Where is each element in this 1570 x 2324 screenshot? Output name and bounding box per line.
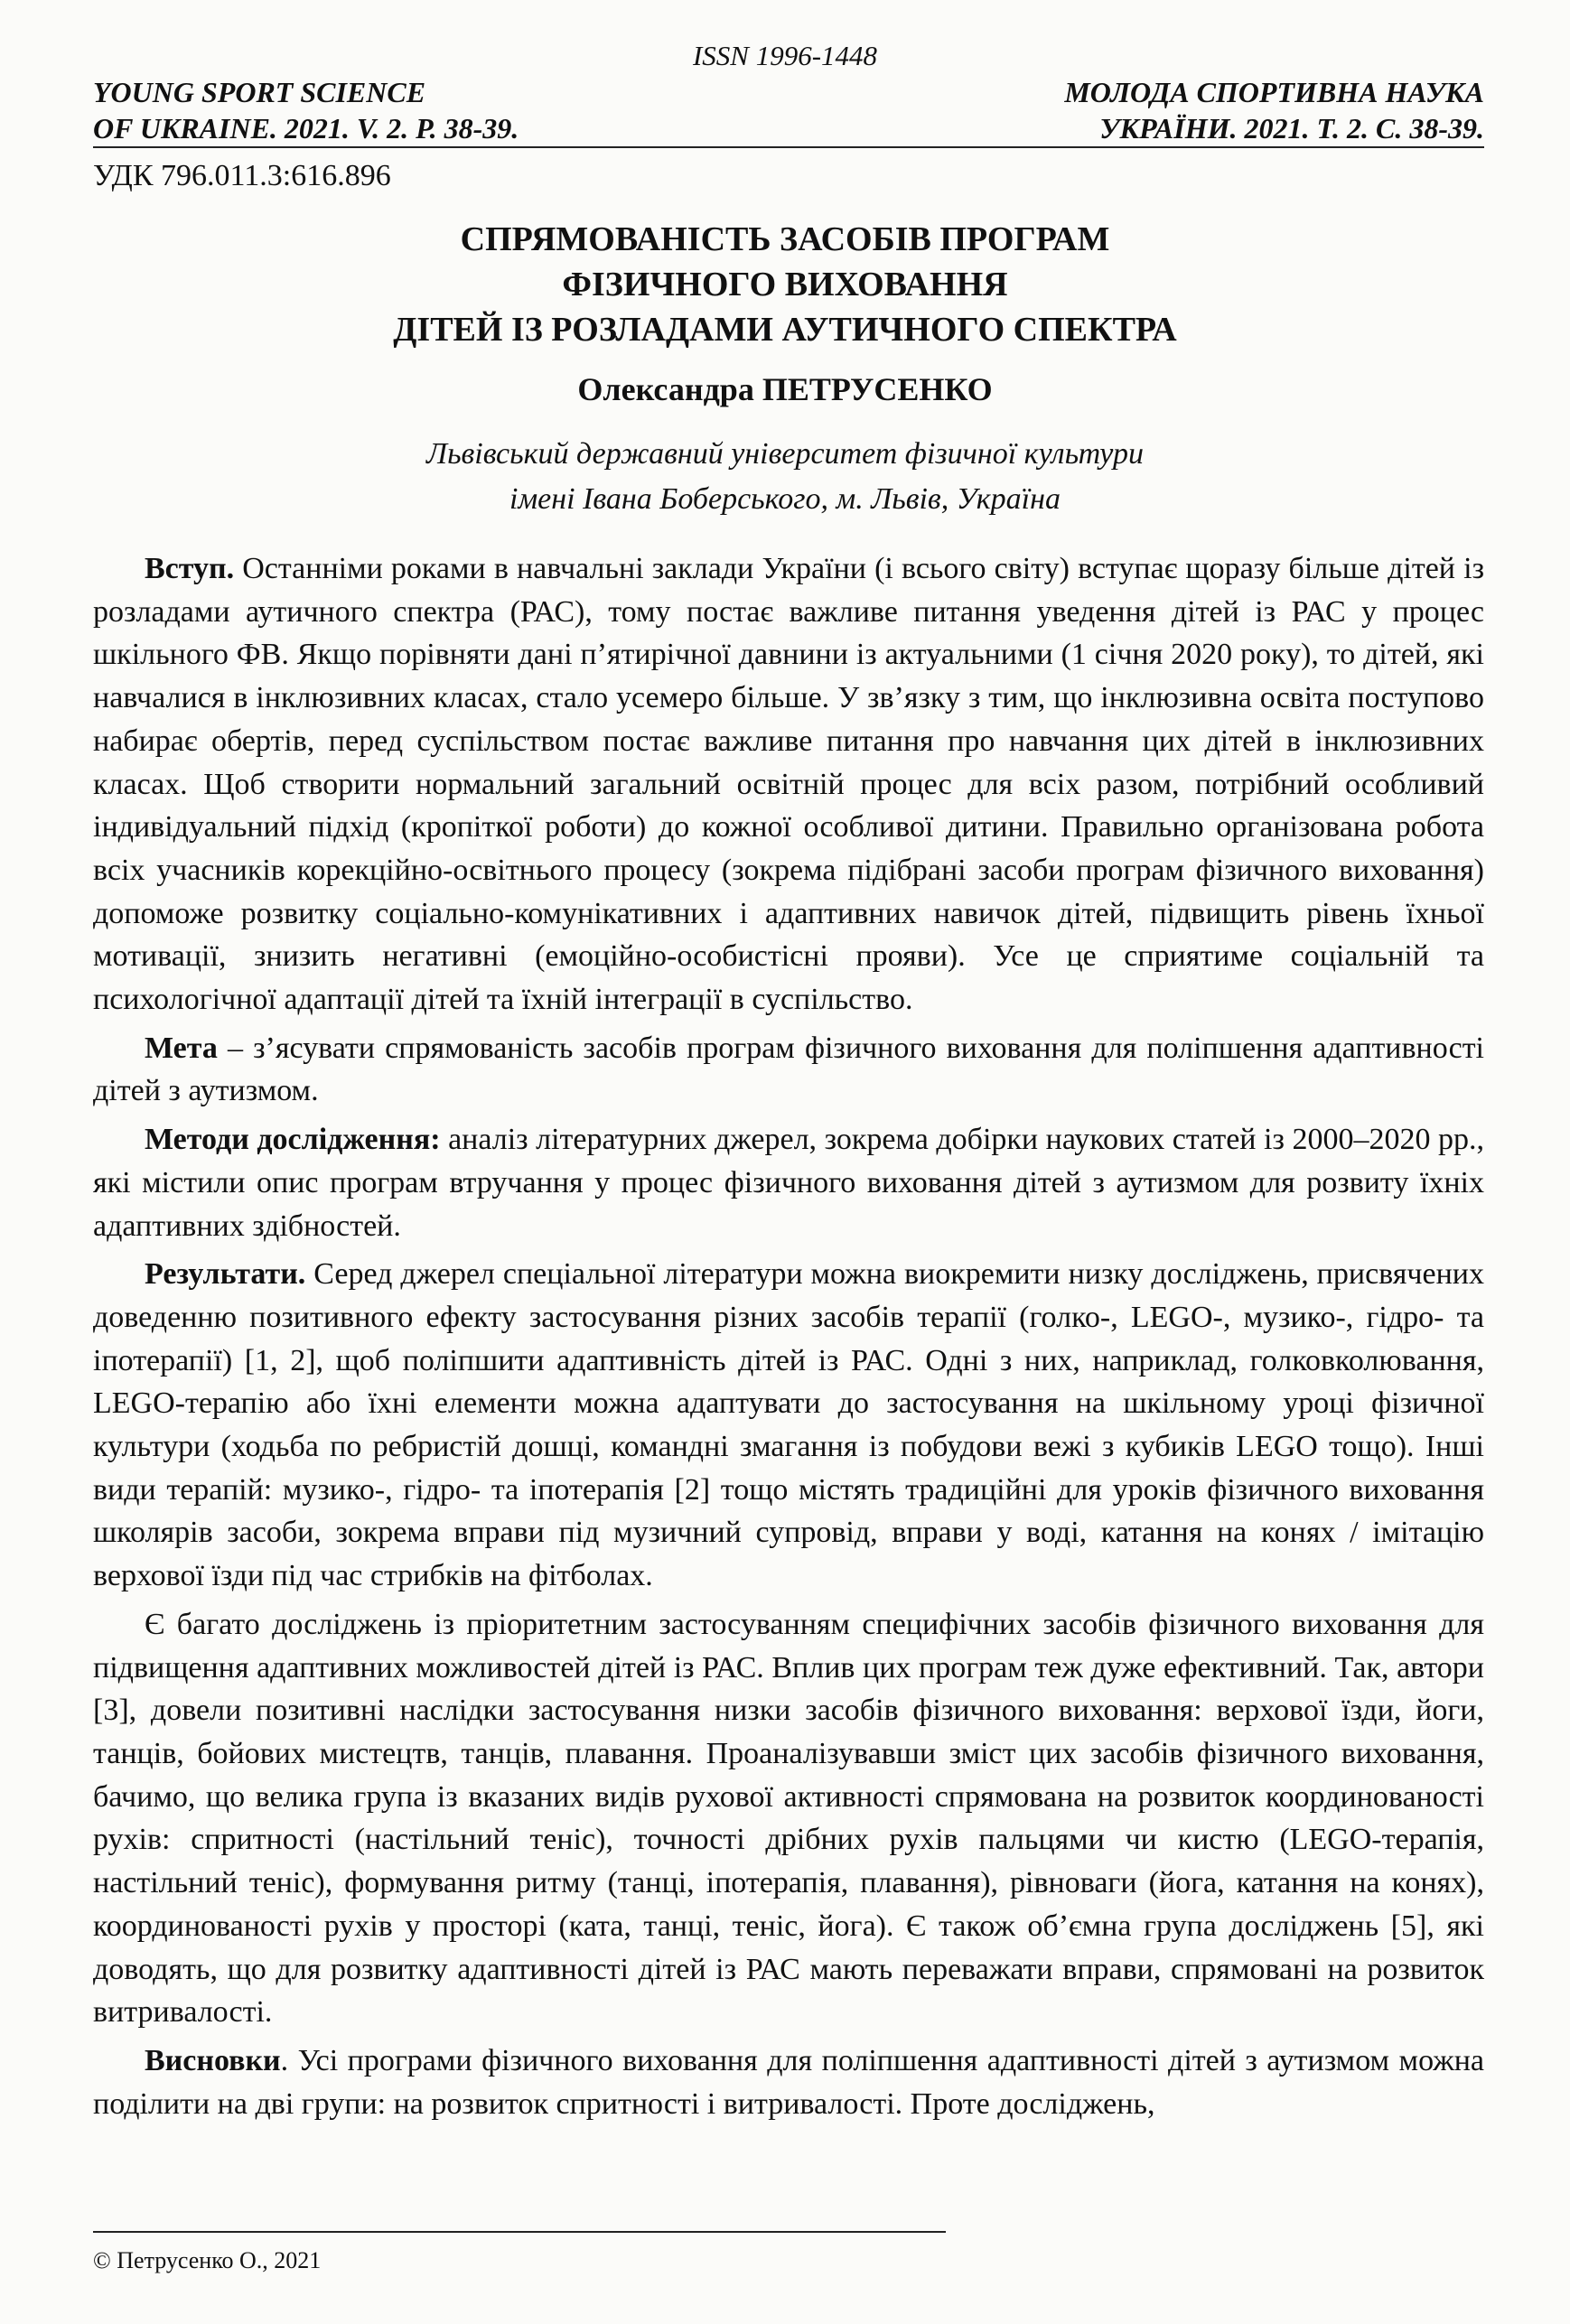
paragraph-methods [93, 1118, 1484, 1247]
methods-text: аналіз літературних джерел, зокрема добірки наукових статей із 2000–2020 рр., які містили опис програм втручання у процес фізичного виховання дітей з аутизмом для розвиту їхніх адаптивних здібностей. [93, 1123, 1484, 1243]
title-line-3: ДІТЕЙ ІЗ РОЗЛАДАМИ АУТИЧНОГО СПЕКТРА [393, 311, 1177, 349]
affiliation-line-2: імені Івана Боберського, м. Львів, Україна [509, 482, 1061, 516]
journal-citation-ua: УКРАЇНИ. 2021. Т. 2. С. 38-39. [1099, 112, 1484, 145]
copyright-note: © Петрусенко О., 2021 [93, 2247, 322, 2273]
author-name: Олександра ПЕТРУСЕНКО [577, 371, 993, 407]
article-body [93, 547, 1484, 2131]
section-label-results: Результати. [145, 1257, 306, 1292]
header-divider [93, 146, 1484, 148]
journal-header-ua [1064, 74, 1484, 146]
section-label-aim: Мета [145, 1031, 218, 1065]
title-line-1: СПРЯМОВАНІСТЬ ЗАСОБІВ ПРОГРАМ [460, 220, 1110, 258]
affiliation-line-1: Львівський державний університет фізичної культури [426, 437, 1144, 471]
section-label-intro: Вступ. [145, 552, 235, 585]
intro-text: Останніми роками в навчальні заклади України (і всього світу) вступає щоразу більше дітей із розладами аутичного спектра (РАС), тому постає важливе питання уведення дітей із РАС у процес шкільного ФВ. Якщо порівняти дані п’ятирічної давнини із актуальними (1 січня 2020 року), то дітей, які навчалися в інклюзивних класах, стало усемеро більше. У зв’язку з тим, що інклюзивна освіта поступово набирає обертів, перед суспільством постає важливе питання про навчання цих дітей в інклюзивних класах. Щоб створити нормальний загальний освітній процес для всіх разом, потрібний особливий індивідуальний підхід (кропіткої роботи) до кожної особливої дитини. Правильно організована робота всіх учасників корекційно-освітнього процесу (зокрема підібрані засоби програм фізичного виховання) допоможе розвитку соціально-комунікативних і адаптивних навичок дітей, підвищить рівень їхньої мотивації, знизить негативні (емоційно-особистісні прояви). Усе це сприятиме соціальній та психологічної адаптації дітей та їхній інтеграції в суспільство. [93, 552, 1484, 1017]
paragraph-aim [93, 1027, 1484, 1113]
journal-citation-en: OF UKRAINE. 2021. V. 2. P. 38-39. [93, 112, 519, 145]
issn: ISSN 1996-1448 [692, 40, 878, 71]
section-label-methods: Методи дослідження: [145, 1123, 441, 1157]
conclusions-text: . Усі програми фізичного виховання для поліпшення адаптивності дітей з аутизмом можна поділити на дві групи: на розвиток спритності і витривалості. Проте досліджень, [93, 2043, 1484, 2121]
paragraph-intro [93, 547, 1484, 1022]
section-label-conclusions: Висновки [145, 2043, 281, 2077]
paragraph-conclusions [93, 2039, 1484, 2125]
affiliation [0, 432, 1570, 522]
paragraph-results [93, 1253, 1484, 1598]
journal-name-ua: МОЛОДА СПОРТИВНА НАУКА [1064, 76, 1484, 108]
paragraph-results-2: Є багато досліджень із пріоритетним застосуванням специфічних засобів фізичного виховання для підвищення адаптивних можливостей дітей із РАС. Вплив цих програм теж дуже ефективний. Так, автори [3], довели позитивні наслідки застосування низки засобів фізичного виховання: верхової їзди, йоги, танців, бойових мистецтв, танців, плавання. Проаналізувавши зміст цих засобів фізичного виховання, бачимо, що велика група із вказаних видів рухової активності спрямована на розвиток координованості рухів: спритності (настільний теніс), точності дрібних рухів пальцями чи кистю (LEGO-терапія, настільний теніс), формування ритму (танці, іпотерапія, плавання), рівноваги (йога, катання на конях), координованості рухів у просторі (ката, танці, теніс, йога). Є також об’ємна група досліджень [5], які доводять, що для розвитку адаптивності дітей із РАС мають переважати вправи, спрямовані на розвиток витривалості. [93, 1607, 1484, 2030]
aim-text: – з’ясувати спрямованість засобів програм фізичного виховання для поліпшення адаптивності дітей з аутизмом. [93, 1031, 1484, 1108]
journal-name-en: YOUNG SPORT SCIENCE [93, 76, 426, 108]
article-title [0, 217, 1570, 352]
journal-header-en [93, 74, 519, 146]
udk-code: УДК 796.011.3:616.896 [93, 159, 391, 192]
footnote-divider [93, 2231, 946, 2233]
results-text: Серед джерел спеціальної літератури можна виокремити низку досліджень, присвячених доведенню позитивного ефекту застосування різних засобів терапії (голко-, LEGO-, музико-, гідро- та іпотерапії) [1, 2], щоб поліпшити адаптивність дітей із РАС. Одні з них, наприклад, голковколювання, LEGO-терапію або їхні елементи можна адаптувати до застосування на шкільному уроці фізичної культури (ходьба по ребристій дошці, командні змагання із побудови вежі з кубиків LEGO тощо). Інші види терапій: музико-, гідро- та іпотерапія [2] тощо містять традиційні для уроків фізичного виховання школярів засоби, зокрема вправи під музичний супровід, вправи у воді, катання на конях / імітацію верхової їзди під час стрибків на фітболах. [93, 1257, 1484, 1593]
title-line-2: ФІЗИЧНОГО ВИХОВАННЯ [562, 266, 1008, 303]
